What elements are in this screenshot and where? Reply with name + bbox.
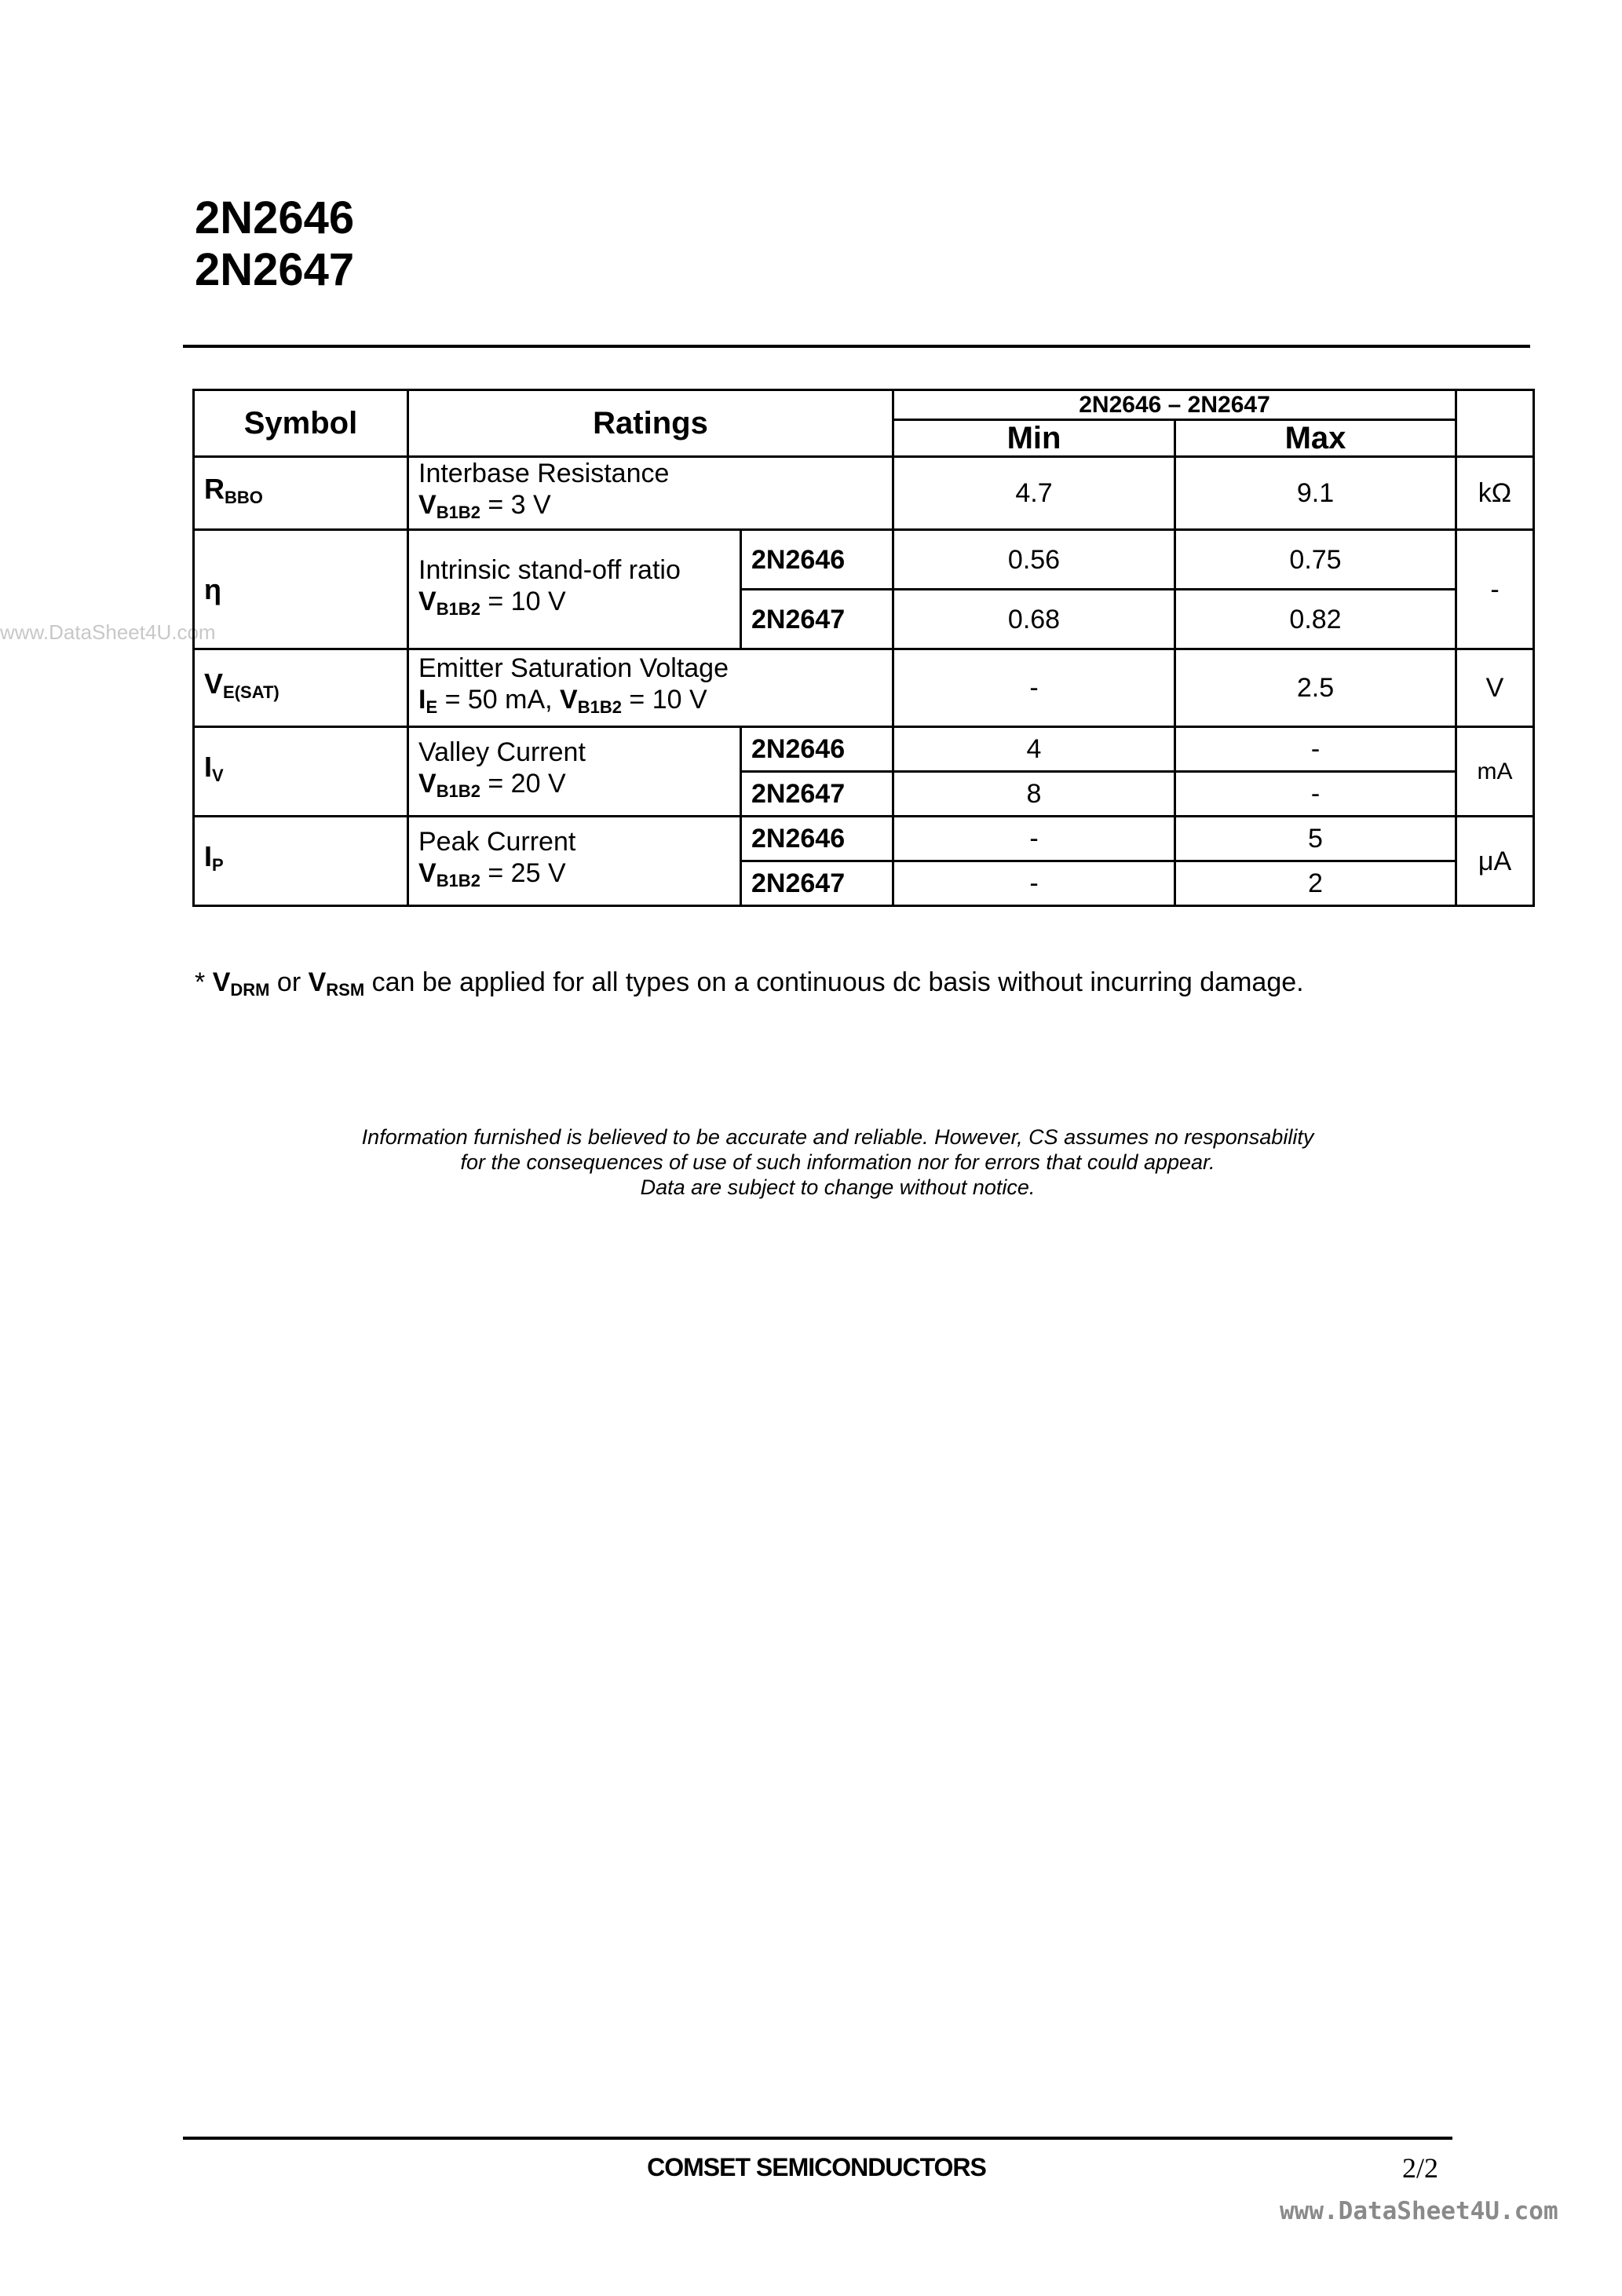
footer-divider	[183, 2137, 1452, 2140]
part-number-title: 2N2647	[195, 244, 355, 295]
min-value: 0.56	[893, 530, 1175, 590]
unit-cell: kΩ	[1456, 457, 1534, 530]
header-ratings: Ratings	[408, 390, 893, 457]
symbol-cell: $I_V$	[194, 727, 408, 817]
disclaimer-line: Information furnished is believed to be accurate and reliable. However, CS assumes no responsability	[361, 1125, 1314, 1149]
type-cell: 2N2647	[741, 590, 893, 649]
disclaimer-line: for the consequences of use of such information nor for errors that could appear.	[460, 1150, 1215, 1174]
min-value: -	[893, 817, 1175, 861]
table-row	[194, 530, 1534, 590]
unit-cell: mA	[1456, 727, 1534, 817]
max-value: 2.5	[1175, 649, 1456, 727]
rating-cell: Interbase Resistance $V_{B1B2} = 3$ V	[408, 457, 893, 530]
header-divider	[183, 345, 1530, 348]
unit-cell: μA	[1456, 817, 1534, 906]
unit-cell: V	[1456, 649, 1534, 727]
max-value: 5	[1175, 817, 1456, 861]
min-value: -	[893, 649, 1175, 727]
footnote: * $V_{DRM}$ or $V_{RSM}$ can be applied for all types on a continuous dc basis without incurring damage.	[195, 967, 1304, 1000]
header-symbol: Symbol	[194, 390, 408, 457]
symbol-cell: η	[194, 530, 408, 649]
max-value: 2	[1175, 861, 1456, 906]
table-row	[194, 817, 1534, 861]
type-cell: 2N2647	[741, 861, 893, 906]
symbol-cell: $V_{E(SAT)}$	[194, 649, 408, 727]
symbol-cell: $I_P$	[194, 817, 408, 906]
type-cell: 2N2646	[741, 530, 893, 590]
min-value: 0.68	[893, 590, 1175, 649]
min-value: 4.7	[893, 457, 1175, 530]
max-value: 0.75	[1175, 530, 1456, 590]
rating-cell: Peak Current $V_{B1B2} = 25$ V	[408, 817, 741, 906]
type-cell: 2N2646	[741, 727, 893, 772]
max-value: 9.1	[1175, 457, 1456, 530]
rating-cell: Intrinsic stand-off ratio $V_{B1B2} = 10$ V	[408, 530, 741, 649]
header-part-group: 2N2646 – 2N2647	[893, 390, 1456, 420]
table-row	[194, 457, 1534, 530]
rating-cell: Emitter Saturation Voltage $I_E = 50$ mA, $V_{B1B2} = 10$ V	[408, 649, 893, 727]
unit-cell: -	[1456, 530, 1534, 649]
min-value: 4	[893, 727, 1175, 772]
min-value: -	[893, 861, 1175, 906]
table-row	[194, 727, 1534, 772]
max-value: 0.82	[1175, 590, 1456, 649]
type-cell: 2N2646	[741, 817, 893, 861]
header-max: Max	[1175, 420, 1456, 457]
max-value: -	[1175, 727, 1456, 772]
watermark: www.DataSheet4U.com	[1280, 2197, 1558, 2225]
table-row	[194, 649, 1534, 727]
watermark: www.DataSheet4U.com	[0, 620, 216, 644]
symbol-cell: $R_{BBO}$	[194, 457, 408, 530]
max-value: -	[1175, 772, 1456, 817]
page-number: 2/2	[1402, 2152, 1439, 2184]
min-value: 8	[893, 772, 1175, 817]
rating-cell: Valley Current $V_{B1B2} = 20$ V	[408, 727, 741, 817]
disclaimer-line: Data are subject to change without notice.	[640, 1175, 1036, 1199]
header-min: Min	[893, 420, 1175, 457]
part-number-title: 2N2646	[195, 192, 355, 243]
company-name: COMSET SEMICONDUCTORS	[647, 2153, 986, 2181]
type-cell: 2N2647	[741, 772, 893, 817]
header-unit	[1456, 390, 1534, 457]
electrical-characteristics-table	[192, 389, 1535, 907]
